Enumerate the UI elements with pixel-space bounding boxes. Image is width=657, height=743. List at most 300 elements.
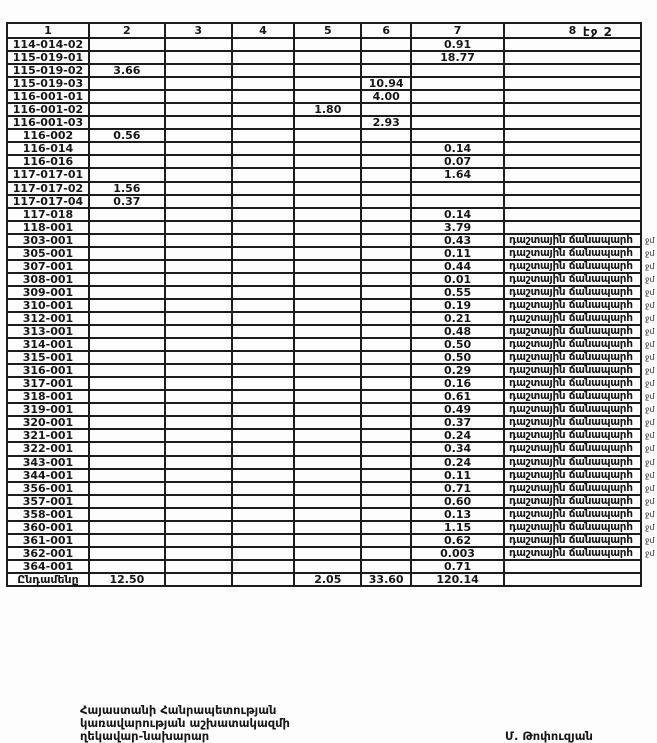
value-cell	[411, 116, 504, 129]
row-code: 117-017-02	[7, 182, 89, 195]
row-code: 360-001	[7, 521, 89, 534]
value-cell	[165, 377, 232, 390]
table-row	[7, 534, 656, 547]
row-note: ջմ	[644, 379, 655, 389]
org-line-3: ղեկավար-նախարար	[80, 729, 210, 743]
road-type-label: դաշտային ճանապարհ	[504, 364, 641, 377]
table-row	[7, 390, 656, 403]
value-cell	[232, 429, 295, 442]
column-header-8: 8	[504, 23, 641, 38]
value-cell	[361, 534, 411, 547]
value-cell	[294, 364, 361, 377]
value-cell: 0.56	[89, 129, 165, 142]
road-type-label	[504, 142, 641, 155]
road-type-label	[504, 182, 641, 195]
value-cell	[165, 416, 232, 429]
value-cell	[361, 155, 411, 168]
row-code: 116-016	[7, 155, 89, 168]
value-cell	[361, 390, 411, 403]
row-code: 116-001-02	[7, 103, 89, 116]
row-note: ջմ	[644, 300, 655, 310]
value-cell	[361, 273, 411, 286]
value-cell	[361, 208, 411, 221]
value-cell	[232, 182, 295, 195]
column-header-5: 5	[294, 23, 361, 38]
column-header-4: 4	[232, 23, 295, 38]
value-cell	[361, 377, 411, 390]
value-cell: 1.80	[294, 103, 361, 116]
row-note	[641, 64, 656, 77]
road-type-label	[504, 103, 641, 116]
table-row	[7, 103, 656, 116]
value-cell	[232, 573, 295, 586]
value-cell: 0.62	[411, 534, 504, 547]
value-cell	[165, 390, 232, 403]
table-row	[7, 377, 656, 390]
row-code: 116-002	[7, 129, 89, 142]
value-cell	[165, 155, 232, 168]
row-note: ջմ	[644, 483, 655, 493]
value-cell	[165, 442, 232, 455]
value-cell	[294, 442, 361, 455]
value-cell: 0.11	[411, 247, 504, 260]
value-cell	[294, 234, 361, 247]
value-cell	[165, 482, 232, 495]
value-cell: 0.37	[411, 416, 504, 429]
value-cell	[361, 234, 411, 247]
road-type-label	[504, 38, 641, 51]
road-type-label	[504, 221, 641, 234]
value-cell	[165, 129, 232, 142]
value-cell	[89, 51, 165, 64]
value-cell	[232, 221, 295, 234]
row-code: 344-001	[7, 469, 89, 482]
value-cell	[232, 195, 295, 208]
value-cell	[361, 521, 411, 534]
value-cell	[361, 338, 411, 351]
value-cell	[411, 77, 504, 90]
value-cell	[232, 116, 295, 129]
row-note	[641, 155, 656, 168]
table-row	[7, 182, 656, 195]
road-type-label: դաշտային ճանապարհ	[504, 547, 641, 560]
table-row	[7, 208, 656, 221]
value-cell	[89, 77, 165, 90]
value-cell	[232, 312, 295, 325]
value-cell	[232, 534, 295, 547]
column-header-3: 3	[165, 23, 232, 38]
value-cell	[232, 482, 295, 495]
table-row	[7, 51, 656, 64]
table-row	[7, 155, 656, 168]
road-type-label	[504, 195, 641, 208]
value-cell	[232, 442, 295, 455]
value-cell	[294, 90, 361, 103]
value-cell	[89, 442, 165, 455]
header-note-spacer	[641, 23, 656, 38]
value-cell	[165, 312, 232, 325]
value-cell: 3.79	[411, 221, 504, 234]
row-note: ջմ	[644, 274, 655, 284]
value-cell: 0.44	[411, 260, 504, 273]
value-cell	[232, 64, 295, 77]
road-type-label: դաշտային ճանապարհ	[504, 325, 641, 338]
data-table	[6, 22, 657, 587]
row-note: ջմ	[644, 353, 655, 363]
row-code: 358-001	[7, 508, 89, 521]
value-cell	[89, 547, 165, 560]
value-cell	[232, 456, 295, 469]
value-cell: 0.43	[411, 234, 504, 247]
value-cell	[232, 560, 295, 573]
column-header-6: 6	[361, 23, 411, 38]
row-code: 310-001	[7, 299, 89, 312]
road-type-label: դաշտային ճանապարհ	[504, 390, 641, 403]
value-cell: 0.01	[411, 273, 504, 286]
value-cell	[294, 195, 361, 208]
row-code: 116-014	[7, 142, 89, 155]
row-note	[641, 38, 656, 51]
value-cell: 0.003	[411, 547, 504, 560]
value-cell	[232, 338, 295, 351]
value-cell	[361, 456, 411, 469]
road-type-label: դաշտային ճանապարհ	[504, 429, 641, 442]
value-cell	[89, 416, 165, 429]
value-cell	[89, 142, 165, 155]
value-cell	[165, 299, 232, 312]
value-cell	[411, 90, 504, 103]
row-code: 115-019-03	[7, 77, 89, 90]
org-line-1: Հայաստանի Հանրապետության	[80, 703, 277, 717]
value-cell	[165, 560, 232, 573]
value-cell	[165, 116, 232, 129]
table-row	[7, 312, 656, 325]
value-cell	[89, 260, 165, 273]
value-cell	[411, 195, 504, 208]
value-cell	[294, 273, 361, 286]
value-cell	[89, 325, 165, 338]
table-row	[7, 38, 656, 51]
row-note: ջմ	[644, 457, 655, 467]
row-code: 118-001	[7, 221, 89, 234]
value-cell: 0.55	[411, 286, 504, 299]
value-cell	[165, 142, 232, 155]
road-type-label: դաշտային ճանապարհ	[504, 351, 641, 364]
value-cell	[89, 521, 165, 534]
row-code: 115-019-02	[7, 64, 89, 77]
value-cell	[361, 416, 411, 429]
road-type-label	[504, 573, 641, 586]
row-code: 114-014-02	[7, 38, 89, 51]
column-header-1: 1	[7, 23, 89, 38]
value-cell	[294, 247, 361, 260]
value-cell	[232, 142, 295, 155]
value-cell: 0.71	[411, 482, 504, 495]
row-note: ջմ	[644, 418, 655, 428]
row-code: 364-001	[7, 560, 89, 573]
row-note: ջմ	[644, 327, 655, 337]
value-cell	[361, 103, 411, 116]
org-line-2: կառավարության աշխատակազմի	[80, 716, 290, 730]
table-row	[7, 195, 656, 208]
road-type-label: դաշտային ճանապարհ	[504, 508, 641, 521]
road-type-label	[504, 129, 641, 142]
row-code: 307-001	[7, 260, 89, 273]
value-cell	[411, 103, 504, 116]
value-cell	[165, 521, 232, 534]
row-note: ջմ	[644, 444, 655, 454]
row-note	[641, 51, 656, 64]
row-note	[641, 116, 656, 129]
value-cell	[411, 129, 504, 142]
value-cell: 0.91	[411, 38, 504, 51]
road-type-label: դաշտային ճանապարհ	[504, 273, 641, 286]
value-cell: 0.50	[411, 338, 504, 351]
value-cell	[232, 325, 295, 338]
value-cell	[361, 469, 411, 482]
value-cell	[165, 221, 232, 234]
value-cell	[232, 155, 295, 168]
value-cell	[361, 182, 411, 195]
table-row	[7, 429, 656, 442]
table-row	[7, 469, 656, 482]
value-cell	[165, 456, 232, 469]
row-note	[641, 573, 656, 586]
value-cell	[232, 390, 295, 403]
value-cell	[89, 351, 165, 364]
row-code: 320-001	[7, 416, 89, 429]
row-note	[641, 77, 656, 90]
table-row	[7, 508, 656, 521]
table-row	[7, 221, 656, 234]
row-note: ջմ	[644, 287, 655, 297]
row-code: 305-001	[7, 247, 89, 260]
table-row	[7, 142, 656, 155]
table-row	[7, 442, 656, 455]
value-cell: 33.60	[361, 573, 411, 586]
value-cell	[89, 312, 165, 325]
value-cell	[165, 168, 232, 181]
value-cell	[361, 364, 411, 377]
value-cell	[294, 390, 361, 403]
value-cell	[232, 208, 295, 221]
road-type-label	[504, 168, 641, 181]
value-cell	[232, 495, 295, 508]
value-cell	[294, 312, 361, 325]
row-note	[641, 560, 656, 573]
value-cell: 0.07	[411, 155, 504, 168]
value-cell	[165, 364, 232, 377]
row-note: ջմ	[644, 548, 655, 558]
value-cell	[165, 469, 232, 482]
value-cell	[361, 403, 411, 416]
total-label: Ընդամենը	[7, 573, 89, 586]
value-cell	[232, 377, 295, 390]
value-cell	[361, 429, 411, 442]
table-body	[7, 38, 656, 586]
value-cell	[89, 495, 165, 508]
value-cell	[89, 482, 165, 495]
value-cell	[89, 338, 165, 351]
value-cell	[89, 469, 165, 482]
value-cell	[165, 573, 232, 586]
value-cell: 0.71	[411, 560, 504, 573]
value-cell	[232, 403, 295, 416]
value-cell	[294, 299, 361, 312]
row-note: ջմ	[644, 405, 655, 415]
road-type-label: դաշտային ճանապարհ	[504, 469, 641, 482]
value-cell	[361, 442, 411, 455]
value-cell	[361, 560, 411, 573]
row-note	[641, 129, 656, 142]
value-cell	[361, 168, 411, 181]
value-cell	[232, 168, 295, 181]
value-cell	[232, 508, 295, 521]
row-code: 308-001	[7, 273, 89, 286]
row-note: ջմ	[644, 314, 655, 323]
road-type-label: դաշտային ճանապարհ	[504, 534, 641, 547]
road-type-label: դաշտային ճանապարհ	[504, 456, 641, 469]
value-cell	[165, 495, 232, 508]
road-type-label: դաշտային ճանապարհ	[504, 338, 641, 351]
table-row	[7, 456, 656, 469]
road-type-label: դաշտային ճանապարհ	[504, 403, 641, 416]
value-cell	[89, 221, 165, 234]
value-cell	[232, 129, 295, 142]
table-row	[7, 521, 656, 534]
row-note	[641, 142, 656, 155]
value-cell	[89, 508, 165, 521]
row-code: 361-001	[7, 534, 89, 547]
value-cell	[232, 521, 295, 534]
row-code: 315-001	[7, 351, 89, 364]
value-cell	[165, 51, 232, 64]
value-cell	[361, 286, 411, 299]
row-note: ջմ	[644, 522, 655, 532]
value-cell	[232, 286, 295, 299]
value-cell	[89, 429, 165, 442]
value-cell	[294, 482, 361, 495]
value-cell: 1.56	[89, 182, 165, 195]
value-cell	[361, 312, 411, 325]
value-cell	[294, 508, 361, 521]
row-code: 309-001	[7, 286, 89, 299]
value-cell: 2.05	[294, 573, 361, 586]
row-note: ջմ	[644, 496, 655, 506]
total-row	[7, 573, 656, 586]
value-cell: 0.24	[411, 429, 504, 442]
road-type-label	[504, 64, 641, 77]
value-cell	[294, 38, 361, 51]
road-type-label: դաշտային ճանապարհ	[504, 482, 641, 495]
value-cell	[89, 286, 165, 299]
value-cell: 4.00	[361, 90, 411, 103]
value-cell	[361, 38, 411, 51]
row-code: 317-001	[7, 377, 89, 390]
value-cell	[165, 260, 232, 273]
table-row	[7, 338, 656, 351]
column-header-7: 7	[411, 23, 504, 38]
value-cell	[361, 142, 411, 155]
table-row	[7, 547, 656, 560]
row-code: 116-001-03	[7, 116, 89, 129]
value-cell: 0.14	[411, 208, 504, 221]
footer	[0, 704, 657, 743]
row-note	[641, 168, 656, 181]
road-type-label: դաշտային ճանապարհ	[504, 495, 641, 508]
value-cell	[294, 116, 361, 129]
row-code: 319-001	[7, 403, 89, 416]
value-cell: 0.50	[411, 351, 504, 364]
value-cell	[89, 560, 165, 573]
value-cell: 3.66	[89, 64, 165, 77]
value-cell: 12.50	[89, 573, 165, 586]
row-note: ջմ	[644, 340, 655, 350]
row-note: ջմ	[644, 470, 655, 480]
table-row	[7, 77, 656, 90]
value-cell: 0.29	[411, 364, 504, 377]
row-note	[641, 182, 656, 195]
road-type-label: դաշտային ճանապարհ	[504, 234, 641, 247]
row-note: ջմ	[644, 235, 655, 245]
value-cell	[165, 325, 232, 338]
value-cell	[89, 38, 165, 51]
value-cell	[361, 495, 411, 508]
road-type-label: դաշտային ճանապարհ	[504, 377, 641, 390]
value-cell	[165, 234, 232, 247]
value-cell	[361, 51, 411, 64]
value-cell: 0.13	[411, 508, 504, 521]
value-cell: 2.93	[361, 116, 411, 129]
value-cell	[165, 64, 232, 77]
value-cell	[294, 351, 361, 364]
value-cell: 0.16	[411, 377, 504, 390]
value-cell	[294, 208, 361, 221]
value-cell	[165, 38, 232, 51]
value-cell: 1.64	[411, 168, 504, 181]
value-cell	[294, 469, 361, 482]
table-row	[7, 64, 656, 77]
value-cell	[89, 116, 165, 129]
value-cell	[165, 103, 232, 116]
value-cell	[294, 560, 361, 573]
value-cell	[294, 547, 361, 560]
road-type-label	[504, 155, 641, 168]
value-cell	[165, 534, 232, 547]
row-note: ջմ	[644, 366, 655, 376]
value-cell	[165, 286, 232, 299]
value-cell	[361, 221, 411, 234]
value-cell	[361, 247, 411, 260]
row-note	[641, 103, 656, 116]
value-cell	[232, 416, 295, 429]
value-cell	[361, 299, 411, 312]
value-cell: 1.15	[411, 521, 504, 534]
value-cell	[165, 547, 232, 560]
value-cell	[89, 90, 165, 103]
row-note: ջմ	[644, 535, 655, 545]
row-note: ջմ	[644, 509, 655, 519]
road-type-label: դաշտային ճանապարհ	[504, 299, 641, 312]
road-type-label	[504, 560, 641, 573]
value-cell	[294, 286, 361, 299]
table-row	[7, 325, 656, 338]
row-code: 318-001	[7, 390, 89, 403]
value-cell	[165, 338, 232, 351]
value-cell	[232, 273, 295, 286]
value-cell	[89, 155, 165, 168]
road-type-label: դաշտային ճանապարհ	[504, 521, 641, 534]
